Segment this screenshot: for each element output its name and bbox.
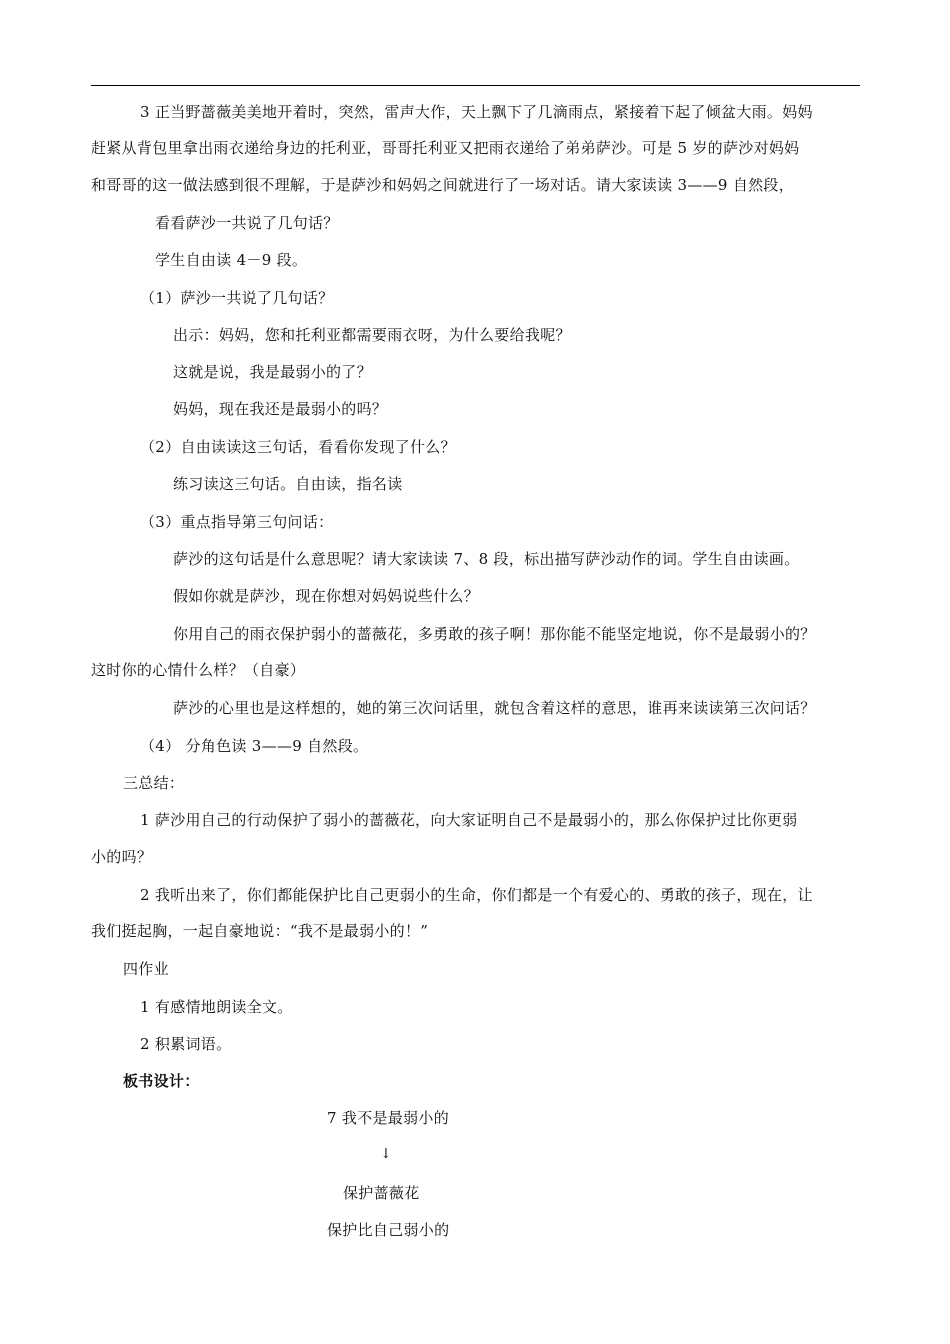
down-arrow-icon: ↓ (380, 1146, 392, 1162)
paragraph-3-line-3: 和哥哥的这一做法感到很不理解，于是萨沙和妈妈之间就进行了一场对话。请大家读读 3——9 自然段， (91, 176, 795, 194)
free-read-line: 学生自由读 4－9 段。 (155, 251, 308, 269)
shown-sentence-3: 妈妈，现在我还是最弱小的吗？ (173, 400, 388, 418)
if-you-line: 假如你就是萨沙，现在你想对妈妈说些什么？ (173, 587, 480, 605)
board-item-1: 保护蔷薇花 (343, 1184, 420, 1202)
question-2: （2）自由读读这三句话，看看你发现了什么？ (140, 438, 456, 456)
summary-1-line-2: 小的吗？ (91, 848, 153, 866)
meaning-line: 萨沙的这句话是什么意思呢？请大家读读 7、8 段，标出描写萨沙动作的词。学生自由读画。 (173, 550, 800, 568)
question-1: （1）萨沙一共说了几句话？ (140, 289, 334, 307)
homework-item-1: 1 有感情地朗读全文。 (140, 998, 293, 1016)
header-rule (91, 85, 860, 86)
protect-line-2: 这时你的心情什么样？（自豪） (91, 661, 306, 679)
homework-item-2: 2 积累词语。 (140, 1035, 232, 1053)
summary-1-line-1: 1 萨沙用自己的行动保护了弱小的蔷薇花，向大家证明自己不是最弱小的，那么你保护过比你更弱 (140, 811, 798, 829)
summary-2-line-2: 我们挺起胸，一起自豪地说：“我不是最弱小的！” (91, 922, 429, 940)
summary-title: 三总结： (123, 774, 185, 792)
look-count-line: 看看萨沙一共说了几句话？ (155, 214, 339, 232)
paragraph-3-line-1: 3 正当野蔷薇美美地开着时，突然，雷声大作，天上飘下了几滴雨点，紧接着下起了倾盆大雨。妈妈 (140, 103, 813, 121)
shown-sentence-1: 出示：妈妈，您和托利亚都需要雨衣呀，为什么要给我呢？ (173, 326, 571, 344)
homework-title: 四作业 (123, 960, 169, 978)
summary-2-line-1: 2 我听出来了，你们都能保护比自己更弱小的生命，你们都是一个有爱心的、勇敢的孩子，现在，让 (140, 886, 813, 904)
question-3: （3）重点指导第三句问话： (140, 513, 334, 531)
sasha-heart-line: 萨沙的心里也是这样想的，她的第三次问话里，就包含着这样的意思，谁再来读读第三次问话？ (173, 699, 816, 717)
board-lesson-title: 7 我不是最弱小的 (327, 1109, 450, 1127)
board-design-title: 板书设计： (123, 1072, 200, 1090)
practice-line: 练习读这三句话。自由读，指名读 (173, 475, 403, 493)
paragraph-3-line-2: 赶紧从背包里拿出雨衣递给身边的托利亚，哥哥托利亚又把雨衣递给了弟弟萨沙。可是 5 岁的萨沙对妈妈 (91, 139, 800, 157)
protect-line-1: 你用自己的雨衣保护弱小的蔷薇花，多勇敢的孩子啊！那你能不能坚定地说，你不是最弱小的？ (173, 625, 816, 643)
shown-sentence-2: 这就是说，我是最弱小的了？ (173, 363, 372, 381)
board-item-2: 保护比自己弱小的 (327, 1221, 450, 1239)
question-4: （4） 分角色读 3——9 自然段。 (140, 737, 369, 755)
